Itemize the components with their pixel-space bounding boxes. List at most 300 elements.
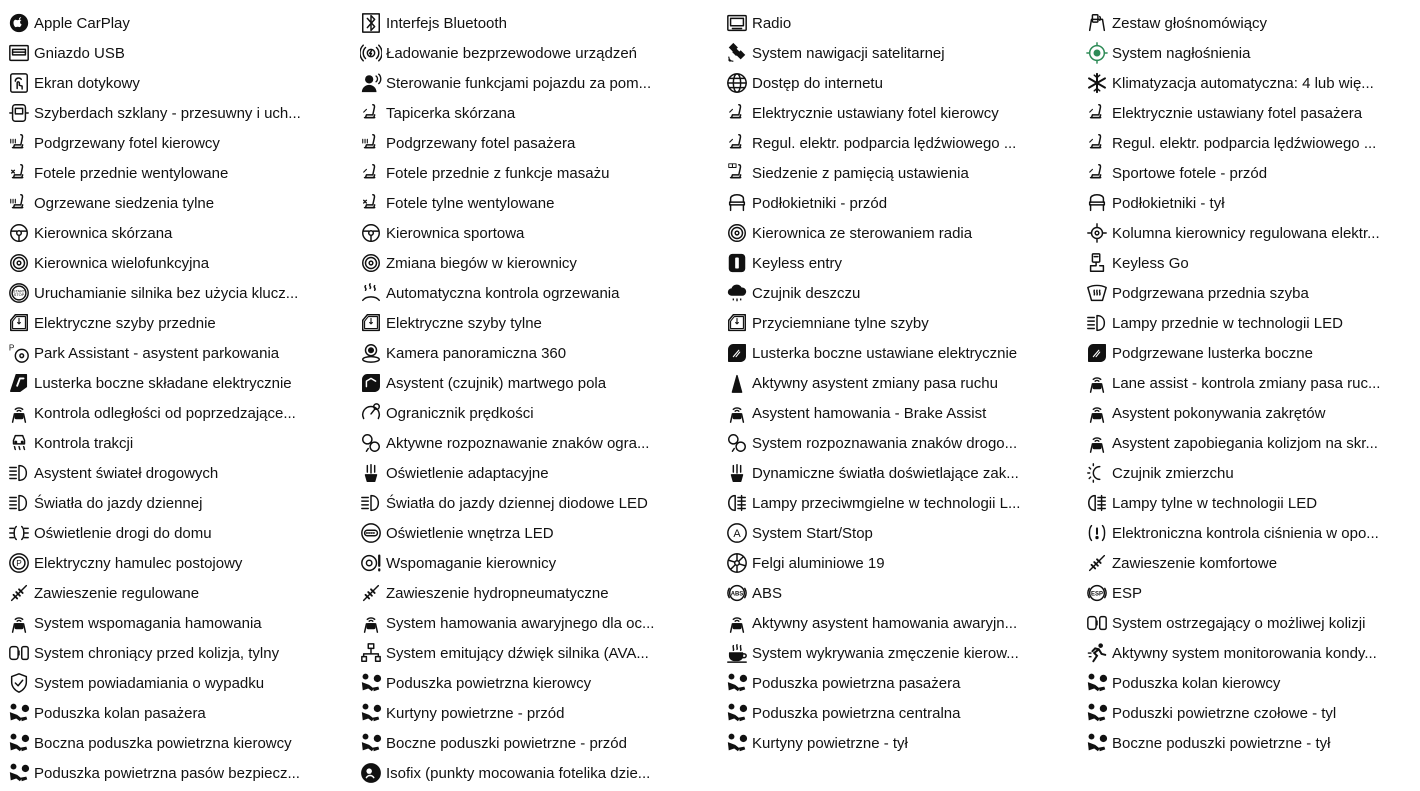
feature-label: Elektryczny hamulec postojowy bbox=[34, 554, 243, 572]
feature-label: Podgrzewany fotel kierowcy bbox=[34, 134, 220, 152]
adaptive-lights-icon bbox=[360, 462, 382, 484]
feature-item bbox=[726, 488, 1080, 518]
svg-text:ABS: ABS bbox=[730, 591, 744, 598]
adjustable-column-icon bbox=[1086, 222, 1108, 244]
voice-control-icon bbox=[360, 72, 382, 94]
feature-label: Elektrycznie ustawiany fotel kierowcy bbox=[752, 104, 999, 122]
feature-label: Fotele przednie z funkcje masażu bbox=[386, 164, 610, 182]
esp-icon bbox=[1086, 582, 1108, 604]
snowflake-icon bbox=[1086, 72, 1108, 94]
feature-item bbox=[726, 548, 1080, 578]
feature-label: Dynamiczne światła doświetlające zak... bbox=[752, 464, 1019, 482]
feature-item bbox=[1086, 428, 1420, 458]
airbag-icon bbox=[8, 702, 30, 724]
feature-label: Park Assistant - asystent parkowania bbox=[34, 344, 280, 362]
feature-item bbox=[726, 398, 1080, 428]
feature-label: Kamera panoramiczna 360 bbox=[386, 344, 567, 362]
feature-item bbox=[726, 188, 1080, 218]
fog-light-icon bbox=[726, 492, 748, 514]
feature-label: Podgrzewane lusterka boczne bbox=[1112, 344, 1313, 362]
parking-brake-icon bbox=[8, 552, 30, 574]
power-window-icon bbox=[360, 312, 382, 334]
feature-item bbox=[1086, 698, 1420, 728]
feature-label: Boczna poduszka powietrzna kierowcy bbox=[34, 734, 292, 752]
speed-limiter-icon bbox=[360, 402, 382, 424]
feature-label: Ogrzewane siedzenia tylne bbox=[34, 194, 215, 212]
feature-item bbox=[8, 68, 360, 98]
feature-item bbox=[360, 38, 720, 68]
airbag-icon bbox=[726, 732, 748, 754]
feature-label: Automatyczna kontrola ogrzewania bbox=[386, 284, 620, 302]
radio-wheel-icon bbox=[726, 222, 748, 244]
feature-item bbox=[360, 638, 720, 668]
lumbar-icon bbox=[1086, 132, 1108, 154]
camera-360-icon bbox=[360, 342, 382, 364]
feature-item bbox=[8, 518, 360, 548]
feature-item bbox=[726, 308, 1080, 338]
feature-label: Asystent pokonywania zakrętów bbox=[1112, 404, 1326, 422]
feature-item bbox=[8, 338, 360, 368]
feature-item bbox=[360, 518, 720, 548]
feature-label: Sportowe fotele - przód bbox=[1112, 164, 1268, 182]
airbag-icon bbox=[1086, 672, 1108, 694]
airbag-icon bbox=[360, 672, 382, 694]
feature-item bbox=[1086, 458, 1420, 488]
multifunction-wheel-icon bbox=[8, 252, 30, 274]
feature-item bbox=[1086, 248, 1420, 278]
radio-icon bbox=[726, 12, 748, 34]
feature-item bbox=[726, 578, 1080, 608]
svg-text:P: P bbox=[8, 343, 15, 353]
feature-item bbox=[360, 248, 720, 278]
feature-label: Dostęp do internetu bbox=[752, 74, 883, 92]
feature-item bbox=[360, 128, 720, 158]
feature-label: Gniazdo USB bbox=[34, 44, 125, 62]
feature-label: Oświetlenie drogi do domu bbox=[34, 524, 212, 542]
feature-label: System wykrywania zmęczenie kierow... bbox=[752, 644, 1019, 662]
start-stop-icon bbox=[726, 522, 748, 544]
airbag-icon bbox=[726, 672, 748, 694]
feature-label: Poduszka powietrzna kierowcy bbox=[386, 674, 592, 692]
tinted-window-icon bbox=[726, 312, 748, 334]
feature-item bbox=[8, 638, 360, 668]
feature-label: Interfejs Bluetooth bbox=[386, 14, 507, 32]
feature-item bbox=[360, 428, 720, 458]
feature-label: Siedzenie z pamięcią ustawienia bbox=[752, 164, 969, 182]
feature-item bbox=[8, 608, 360, 638]
feature-label: Lampy przeciwmgielne w technologii L... bbox=[752, 494, 1021, 512]
heated-seat-icon bbox=[8, 132, 30, 154]
feature-label: Asystent hamowania - Brake Assist bbox=[752, 404, 987, 422]
feature-item bbox=[8, 248, 360, 278]
feature-label: Uruchamianie silnika bez użycia klucz... bbox=[34, 284, 299, 302]
feature-item bbox=[8, 548, 360, 578]
home-lights-icon bbox=[8, 522, 30, 544]
steering-wheel-icon bbox=[8, 222, 30, 244]
feature-item bbox=[8, 728, 360, 758]
folding-mirror-icon bbox=[8, 372, 30, 394]
heated-seat-icon bbox=[8, 192, 30, 214]
feature-item bbox=[360, 398, 720, 428]
feature-label: ABS bbox=[752, 584, 783, 602]
feature-label: Aktywny asystent hamowania awaryjn... bbox=[752, 614, 1018, 632]
feature-label: Aktywny asystent zmiany pasa ruchu bbox=[752, 374, 998, 392]
feature-label: Asystent zapobiegania kolizjom na skr... bbox=[1112, 434, 1378, 452]
feature-label: Podłokietniki - przód bbox=[752, 194, 888, 212]
feature-label: Zawieszenie komfortowe bbox=[1112, 554, 1278, 572]
feature-item bbox=[8, 8, 360, 38]
feature-label: Poduszka kolan kierowcy bbox=[1112, 674, 1281, 692]
lane-change-icon bbox=[726, 372, 748, 394]
feature-item bbox=[726, 248, 1080, 278]
svg-text:ESP: ESP bbox=[1091, 591, 1103, 598]
park-assist-icon bbox=[8, 342, 30, 364]
feature-label: Boczne poduszki powietrzne - tył bbox=[1112, 734, 1331, 752]
armrest-icon bbox=[1086, 192, 1108, 214]
feature-item bbox=[726, 458, 1080, 488]
feature-item bbox=[8, 38, 360, 68]
feature-label: Zestaw głośnomówiący bbox=[1112, 14, 1268, 32]
feature-item bbox=[1086, 218, 1420, 248]
feature-label: Apple CarPlay bbox=[34, 14, 130, 32]
feature-item bbox=[360, 368, 720, 398]
feature-label: Lusterka boczne ustawiane elektrycznie bbox=[752, 344, 1018, 362]
feature-label: System ostrzegający o możliwej kolizji bbox=[1112, 614, 1366, 632]
feature-item bbox=[1086, 578, 1420, 608]
tire-pressure-icon bbox=[1086, 522, 1108, 544]
feature-label: System powiadamiania o wypadku bbox=[34, 674, 265, 692]
driver-monitor-icon bbox=[1086, 642, 1108, 664]
feature-label: Isofix (punkty mocowania fotelika dzie... bbox=[386, 764, 651, 782]
sport-wheel-icon bbox=[360, 222, 382, 244]
svg-text:A: A bbox=[733, 528, 741, 541]
feature-label: Elektrycznie ustawiany fotel pasażera bbox=[1112, 104, 1363, 122]
feature-label: Asystent (czujnik) martwego pola bbox=[386, 374, 607, 392]
feature-label: Wspomaganie kierownicy bbox=[386, 554, 557, 572]
feature-item bbox=[726, 8, 1080, 38]
feature-label: Kierownica wielofunkcyjna bbox=[34, 254, 210, 272]
feature-item bbox=[726, 338, 1080, 368]
led-daytime-lights-icon bbox=[360, 492, 382, 514]
lane-assist-icon bbox=[1086, 372, 1108, 394]
feature-label: Światła do jazdy dziennej diodowe LED bbox=[386, 494, 648, 512]
dynamic-lights-icon bbox=[726, 462, 748, 484]
feature-item bbox=[1086, 368, 1420, 398]
feature-item bbox=[360, 98, 720, 128]
feature-item bbox=[360, 338, 720, 368]
airbag-icon bbox=[8, 732, 30, 754]
shield-check-icon bbox=[8, 672, 30, 694]
feature-item bbox=[8, 98, 360, 128]
feature-label: Poduszka powietrzna centralna bbox=[752, 704, 961, 722]
feature-item bbox=[8, 488, 360, 518]
touchscreen-icon bbox=[8, 72, 30, 94]
alloy-wheel-icon bbox=[726, 552, 748, 574]
feature-item bbox=[8, 698, 360, 728]
feature-label: Kurtyny powietrzne - tył bbox=[752, 734, 908, 752]
feature-label: System nawigacji satelitarnej bbox=[752, 44, 945, 62]
feature-item bbox=[360, 578, 720, 608]
comfort-suspension-icon bbox=[1086, 552, 1108, 574]
feature-item bbox=[726, 218, 1080, 248]
feature-item bbox=[1086, 188, 1420, 218]
feature-item bbox=[1086, 668, 1420, 698]
cornering-assist-icon bbox=[1086, 402, 1108, 424]
led-taillight-icon bbox=[1086, 492, 1108, 514]
feature-label: Radio bbox=[752, 14, 792, 32]
feature-item bbox=[726, 518, 1080, 548]
blind-spot-icon bbox=[360, 372, 382, 394]
hydropneumatic-suspension-icon bbox=[360, 582, 382, 604]
feature-label: Poduszka kolan pasażera bbox=[34, 704, 206, 722]
feature-item bbox=[360, 278, 720, 308]
feature-label: Kierownica sportowa bbox=[386, 224, 525, 242]
feature-label: Asystent świateł drogowych bbox=[34, 464, 219, 482]
feature-item bbox=[8, 368, 360, 398]
feature-label: Felgi aluminiowe 19 bbox=[752, 554, 885, 572]
feature-column-1 bbox=[0, 8, 360, 788]
feature-item bbox=[726, 608, 1080, 638]
feature-label: Aktywne rozpoznawanie znaków ogra... bbox=[386, 434, 650, 452]
feature-label: Poduszka powietrzna pasażera bbox=[752, 674, 961, 692]
feature-item bbox=[1086, 518, 1420, 548]
auto-heating-icon bbox=[360, 282, 382, 304]
collision-avoid-icon bbox=[1086, 432, 1108, 454]
ventilated-seat-icon bbox=[360, 192, 382, 214]
feature-label: Światła do jazdy dziennej bbox=[34, 494, 203, 512]
feature-item bbox=[360, 668, 720, 698]
rain-sensor-icon bbox=[726, 282, 748, 304]
feature-item bbox=[726, 98, 1080, 128]
feature-label: Lampy przednie w technologii LED bbox=[1112, 314, 1343, 332]
feature-item bbox=[726, 68, 1080, 98]
adjustable-suspension-icon bbox=[8, 582, 30, 604]
feature-item bbox=[360, 728, 720, 758]
high-beam-assist-icon bbox=[8, 462, 30, 484]
feature-item bbox=[1086, 38, 1420, 68]
feature-label: Aktywny system monitorowania kondy... bbox=[1112, 644, 1377, 662]
feature-item bbox=[360, 68, 720, 98]
brake-assist-icon bbox=[726, 402, 748, 424]
feature-label: Poduszki powietrzne czołowe - tyl bbox=[1112, 704, 1337, 722]
speaker-icon bbox=[1086, 42, 1108, 64]
feature-item bbox=[8, 668, 360, 698]
lumbar-icon bbox=[726, 132, 748, 154]
feature-label: Lane assist - kontrola zmiany pasa ruc... bbox=[1112, 374, 1381, 392]
feature-item bbox=[726, 428, 1080, 458]
feature-item bbox=[726, 368, 1080, 398]
twilight-sensor-icon bbox=[1086, 462, 1108, 484]
feature-label: System emitujący dźwięk silnika (AVA... bbox=[386, 644, 649, 662]
feature-label: System hamowania awaryjnego dla oc... bbox=[386, 614, 655, 632]
feature-item bbox=[8, 278, 360, 308]
emergency-brake-icon bbox=[726, 612, 748, 634]
feature-label: Podgrzewana przednia szyba bbox=[1112, 284, 1309, 302]
feature-item bbox=[1086, 728, 1420, 758]
feature-label: Elektryczne szyby tylne bbox=[386, 314, 542, 332]
feature-item bbox=[1086, 68, 1420, 98]
feature-item bbox=[360, 8, 720, 38]
feature-item bbox=[726, 128, 1080, 158]
feature-item bbox=[360, 458, 720, 488]
distance-control-icon bbox=[8, 402, 30, 424]
sport-seat-icon bbox=[1086, 162, 1108, 184]
keyless-go-icon bbox=[1086, 252, 1108, 274]
airbag-icon bbox=[726, 702, 748, 724]
feature-label: System Start/Stop bbox=[752, 524, 873, 542]
feature-item bbox=[360, 488, 720, 518]
feature-label: Oświetlenie adaptacyjne bbox=[386, 464, 549, 482]
power-seat-icon bbox=[1086, 102, 1108, 124]
feature-label: Poduszka powietrzna pasów bezpiecz... bbox=[34, 764, 300, 782]
feature-label: Szyberdach szklany - przesuwny i uch... bbox=[34, 104, 301, 122]
feature-item bbox=[360, 698, 720, 728]
feature-label: Keyless Go bbox=[1112, 254, 1189, 272]
handsfree-icon bbox=[1086, 12, 1108, 34]
emergency-brake-icon bbox=[360, 612, 382, 634]
power-seat-icon bbox=[726, 102, 748, 124]
svg-text:START: START bbox=[12, 289, 26, 294]
fatigue-icon bbox=[726, 642, 748, 664]
feature-item bbox=[726, 278, 1080, 308]
feature-label: Ładowanie bezprzewodowe urządzeń bbox=[386, 44, 638, 62]
feature-label: Ogranicznik prędkości bbox=[386, 404, 534, 422]
airbag-icon bbox=[360, 702, 382, 724]
feature-item bbox=[8, 158, 360, 188]
feature-label: Ekran dotykowy bbox=[34, 74, 140, 92]
feature-label: ESP bbox=[1112, 584, 1143, 602]
feature-label: Czujnik deszczu bbox=[752, 284, 861, 302]
feature-label: Czujnik zmierzchu bbox=[1112, 464, 1234, 482]
airbag-icon bbox=[1086, 732, 1108, 754]
feature-item bbox=[1086, 278, 1420, 308]
feature-item bbox=[8, 578, 360, 608]
keyless-entry-icon bbox=[726, 252, 748, 274]
feature-label: System chroniący przed kolizja, tylny bbox=[34, 644, 280, 662]
abs-icon bbox=[726, 582, 748, 604]
feature-label: Klimatyzacja automatyczna: 4 lub wię... bbox=[1112, 74, 1374, 92]
leather-seat-icon bbox=[360, 102, 382, 124]
feature-label: Lusterka boczne składane elektrycznie bbox=[34, 374, 292, 392]
feature-item bbox=[8, 218, 360, 248]
brake-assist-icon bbox=[8, 612, 30, 634]
traction-control-icon bbox=[8, 432, 30, 454]
satellite-icon bbox=[726, 42, 748, 64]
feature-label: Regul. elektr. podparcia lędźwiowego ... bbox=[1112, 134, 1377, 152]
apple-icon bbox=[8, 12, 30, 34]
armrest-icon bbox=[726, 192, 748, 214]
feature-label: Kierownica ze sterowaniem radia bbox=[752, 224, 973, 242]
feature-label: Kontrola odległości od poprzedzające... bbox=[34, 404, 296, 422]
feature-item bbox=[1086, 398, 1420, 428]
feature-item bbox=[8, 398, 360, 428]
daytime-lights-icon bbox=[8, 492, 30, 514]
feature-item bbox=[360, 548, 720, 578]
feature-label: Kierownica skórzana bbox=[34, 224, 173, 242]
feature-item bbox=[8, 308, 360, 338]
massage-seat-icon bbox=[360, 162, 382, 184]
wireless-charging-icon bbox=[360, 42, 382, 64]
globe-icon bbox=[726, 72, 748, 94]
memory-seat-icon bbox=[726, 162, 748, 184]
feature-label: Oświetlenie wnętrza LED bbox=[386, 524, 554, 542]
feature-item bbox=[1086, 608, 1420, 638]
sunroof-icon bbox=[8, 102, 30, 124]
airbag-icon bbox=[1086, 702, 1108, 724]
road-sign-icon bbox=[726, 432, 748, 454]
feature-item bbox=[726, 38, 1080, 68]
feature-item bbox=[8, 458, 360, 488]
feature-item bbox=[1086, 308, 1420, 338]
feature-label: Elektryczne szyby przednie bbox=[34, 314, 216, 332]
feature-label: Zawieszenie regulowane bbox=[34, 584, 200, 602]
feature-label: Przyciemniane tylne szyby bbox=[752, 314, 929, 332]
feature-item bbox=[1086, 128, 1420, 158]
feature-label: Boczne poduszki powietrzne - przód bbox=[386, 734, 627, 752]
feature-label: Zawieszenie hydropneumatyczne bbox=[386, 584, 609, 602]
feature-item bbox=[8, 188, 360, 218]
feature-item bbox=[1086, 8, 1420, 38]
usb-icon bbox=[8, 42, 30, 64]
feature-item bbox=[360, 308, 720, 338]
feature-item bbox=[360, 158, 720, 188]
ventilated-seat-icon bbox=[8, 162, 30, 184]
start-stop-button-icon bbox=[8, 282, 30, 304]
svg-text:P: P bbox=[16, 559, 22, 569]
feature-item bbox=[726, 158, 1080, 188]
power-window-icon bbox=[8, 312, 30, 334]
feature-label: Fotele przednie wentylowane bbox=[34, 164, 229, 182]
feature-item bbox=[360, 608, 720, 638]
power-steering-icon bbox=[360, 552, 382, 574]
feature-column-4 bbox=[1080, 8, 1420, 788]
feature-label: Lampy tylne w technologii LED bbox=[1112, 494, 1318, 512]
feature-item bbox=[726, 668, 1080, 698]
engine-sound-icon bbox=[360, 642, 382, 664]
feature-column-2 bbox=[360, 8, 720, 788]
power-mirror-icon bbox=[726, 342, 748, 364]
feature-label: Zmiana biegów w kierownicy bbox=[386, 254, 577, 272]
feature-label: Sterowanie funkcjami pojazdu za pom... bbox=[386, 74, 652, 92]
rear-collision-icon bbox=[8, 642, 30, 664]
feature-label: Fotele tylne wentylowane bbox=[386, 194, 555, 212]
feature-item bbox=[1086, 158, 1420, 188]
feature-item bbox=[8, 428, 360, 458]
feature-item bbox=[1086, 488, 1420, 518]
feature-column-3 bbox=[720, 8, 1080, 788]
feature-label: Keyless entry bbox=[752, 254, 843, 272]
feature-item bbox=[8, 128, 360, 158]
feature-label: System rozpoznawania znaków drogo... bbox=[752, 434, 1018, 452]
heated-mirror-icon bbox=[1086, 342, 1108, 364]
feature-label: Kolumna kierownicy regulowana elektr... bbox=[1112, 224, 1380, 242]
svg-text:STOP: STOP bbox=[13, 293, 25, 298]
heated-windshield-icon bbox=[1086, 282, 1108, 304]
feature-item bbox=[1086, 638, 1420, 668]
feature-label: System wspomagania hamowania bbox=[34, 614, 262, 632]
isofix-icon bbox=[360, 762, 382, 784]
feature-label: Tapicerka skórzana bbox=[386, 104, 516, 122]
feature-label: Podgrzewany fotel pasażera bbox=[386, 134, 576, 152]
feature-item bbox=[726, 728, 1080, 758]
feature-item bbox=[726, 638, 1080, 668]
interior-led-icon bbox=[360, 522, 382, 544]
airbag-icon bbox=[8, 762, 30, 784]
feature-item bbox=[8, 758, 360, 788]
feature-label: Kontrola trakcji bbox=[34, 434, 134, 452]
feature-label: System nagłośnienia bbox=[1112, 44, 1251, 62]
led-headlight-icon bbox=[1086, 312, 1108, 334]
